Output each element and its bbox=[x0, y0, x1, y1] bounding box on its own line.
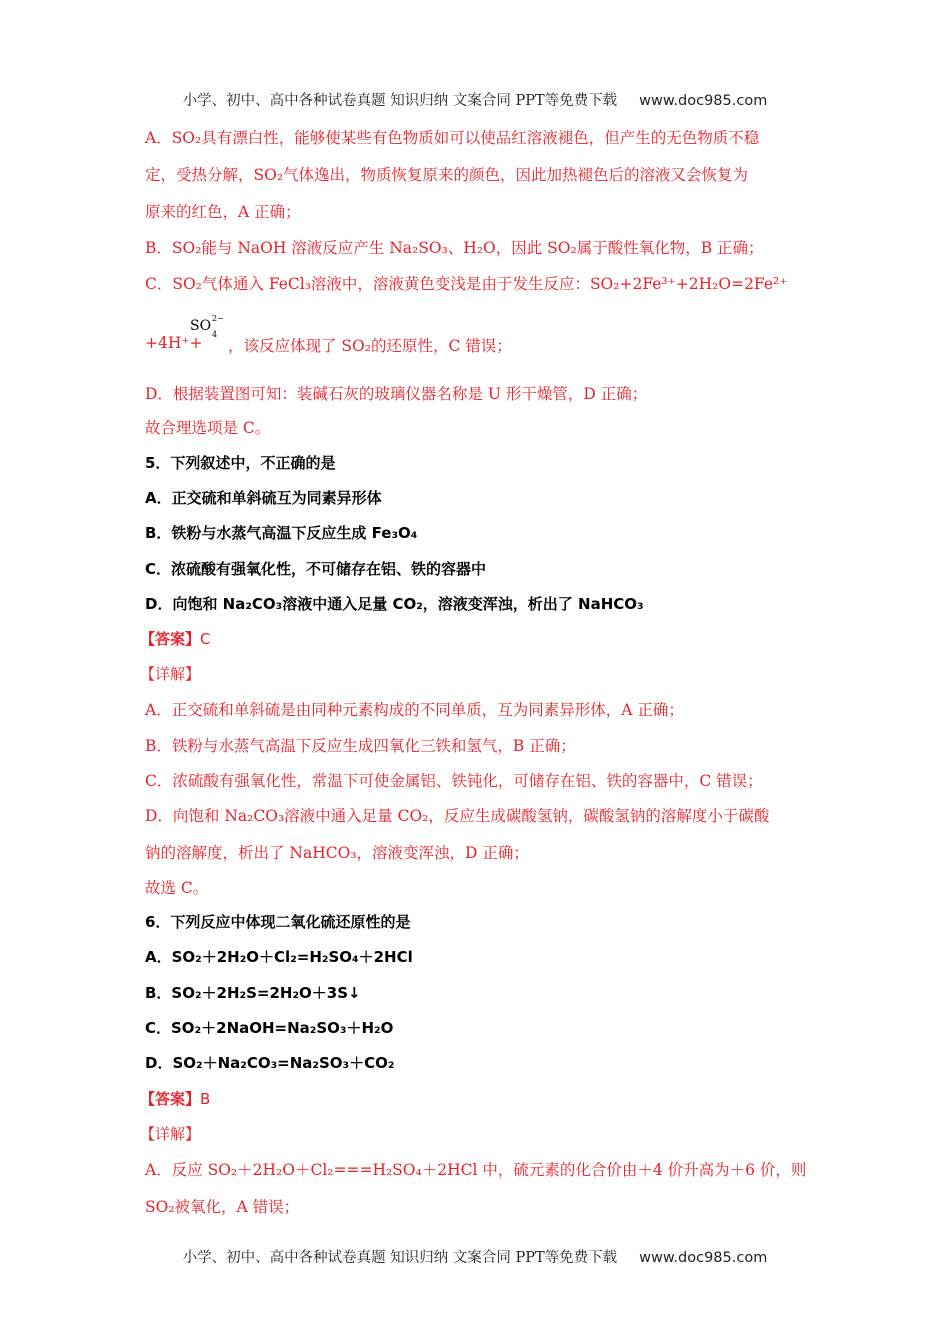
text-line: A．反应 SO₂＋2H₂O＋Cl₂===H₂SO₄＋2HCl 中，硫元素的化合价由＋4 价升高为＋6 价，则 bbox=[145, 1161, 807, 1179]
footer-text: 小学、初中、高中各种试卷真题 知识归纳 文案合同 PPT等免费下载 bbox=[182, 1250, 618, 1266]
text-line: 钠的溶解度，析出了 NaHCO₃，溶液变浑浊，D 正确； bbox=[145, 844, 529, 862]
page-header bbox=[0, 89, 950, 110]
text-line: +4H⁺+ bbox=[145, 334, 203, 352]
question-option: B．SO₂＋2H₂S=2H₂O＋3S↓ bbox=[145, 984, 361, 1002]
text-line: A．SO₂具有漂白性，能够使某些有色物质如可以使品红溶液褪色，但产生的无色物质不稳 bbox=[145, 129, 760, 147]
text-line: SO₂被氧化，A 错误； bbox=[145, 1198, 300, 1216]
header-site-link[interactable]: www.doc985.com bbox=[639, 93, 768, 109]
text-line: C．SO₂气体通入 FeCl₃溶液中，溶液黄色变浅是由于发生反应：SO₂+2Fe³⁺+2H₂O=2Fe²⁺ bbox=[145, 275, 788, 293]
text-line: C．浓硫酸有强氧化性，常温下可使金属铝、铁钝化，可储存在铝、铁的容器中，C 错误； bbox=[145, 772, 763, 790]
explanation-label: 【详解】 bbox=[140, 665, 201, 683]
sulfate-ion-formula bbox=[190, 314, 224, 339]
text-line: B．SO₂能与 NaOH 溶液反应产生 Na₂SO₃、H₂O，因此 SO₂属于酸性氧化物，B 正确； bbox=[145, 239, 764, 257]
text-line: B．铁粉与水蒸气高温下反应生成四氧化三铁和氢气，B 正确； bbox=[145, 737, 576, 755]
question-5-title: 5．下列叙述中，不正确的是 bbox=[145, 454, 336, 472]
sulfate-base: SO bbox=[190, 318, 212, 334]
text-line: D．向饱和 Na₂CO₃溶液中通入足量 CO₂，反应生成碳酸氢钠，碳酸氢钠的溶解度小于碳酸 bbox=[145, 807, 770, 825]
text-line: 故选 C。 bbox=[145, 879, 209, 897]
question-option: D．SO₂＋Na₂CO₃=Na₂SO₃＋CO₂ bbox=[145, 1054, 395, 1072]
question-option: C．SO₂＋2NaOH=Na₂SO₃＋H₂O bbox=[145, 1019, 394, 1037]
answer-line bbox=[140, 628, 211, 649]
text-line: ，该反应体现了 SO₂的还原性，C 错误； bbox=[228, 337, 512, 355]
explanation-label: 【详解】 bbox=[140, 1125, 201, 1143]
text-line: 原来的红色，A 正确； bbox=[145, 203, 301, 221]
text-line: 定，受热分解，SO₂气体逸出，物质恢复原来的颜色，因此加热褪色后的溶液又会恢复为 bbox=[145, 166, 749, 184]
sulfate-charge: 2− bbox=[212, 314, 224, 323]
question-6-title: 6．下列反应中体现二氧化硫还原性的是 bbox=[145, 913, 411, 931]
answer-label: 【答案】 bbox=[140, 1090, 201, 1108]
text-line: 故合理选项是 C。 bbox=[145, 419, 271, 437]
question-option: C．浓硫酸有强氧化性，不可储存在铝、铁的容器中 bbox=[145, 560, 487, 578]
footer-site-link[interactable]: www.doc985.com bbox=[639, 1250, 768, 1266]
question-option: B．铁粉与水蒸气高温下反应生成 Fe₃O₄ bbox=[145, 524, 418, 542]
question-option: D．向饱和 Na₂CO₃溶液中通入足量 CO₂，溶液变浑浊，析出了 NaHCO₃ bbox=[145, 595, 644, 613]
answer-value: C bbox=[200, 630, 211, 648]
page-footer bbox=[0, 1246, 950, 1267]
sulfate-subscript: 4 bbox=[212, 330, 218, 339]
question-option: A．正交硫和单斜硫互为同素异形体 bbox=[145, 489, 382, 507]
question-option: A．SO₂＋2H₂O＋Cl₂=H₂SO₄＋2HCl bbox=[145, 948, 413, 966]
header-text: 小学、初中、高中各种试卷真题 知识归纳 文案合同 PPT等免费下载 bbox=[182, 93, 618, 109]
answer-label: 【答案】 bbox=[140, 630, 201, 648]
answer-value: B bbox=[200, 1090, 211, 1108]
text-line: A．正交硫和单斜硫是由同种元素构成的不同单质，互为同素异形体，A 正确； bbox=[145, 701, 684, 719]
text-line: D．根据装置图可知：装碱石灰的玻璃仪器名称是 U 形干燥管，D 正确； bbox=[145, 385, 648, 403]
answer-line bbox=[140, 1088, 210, 1109]
